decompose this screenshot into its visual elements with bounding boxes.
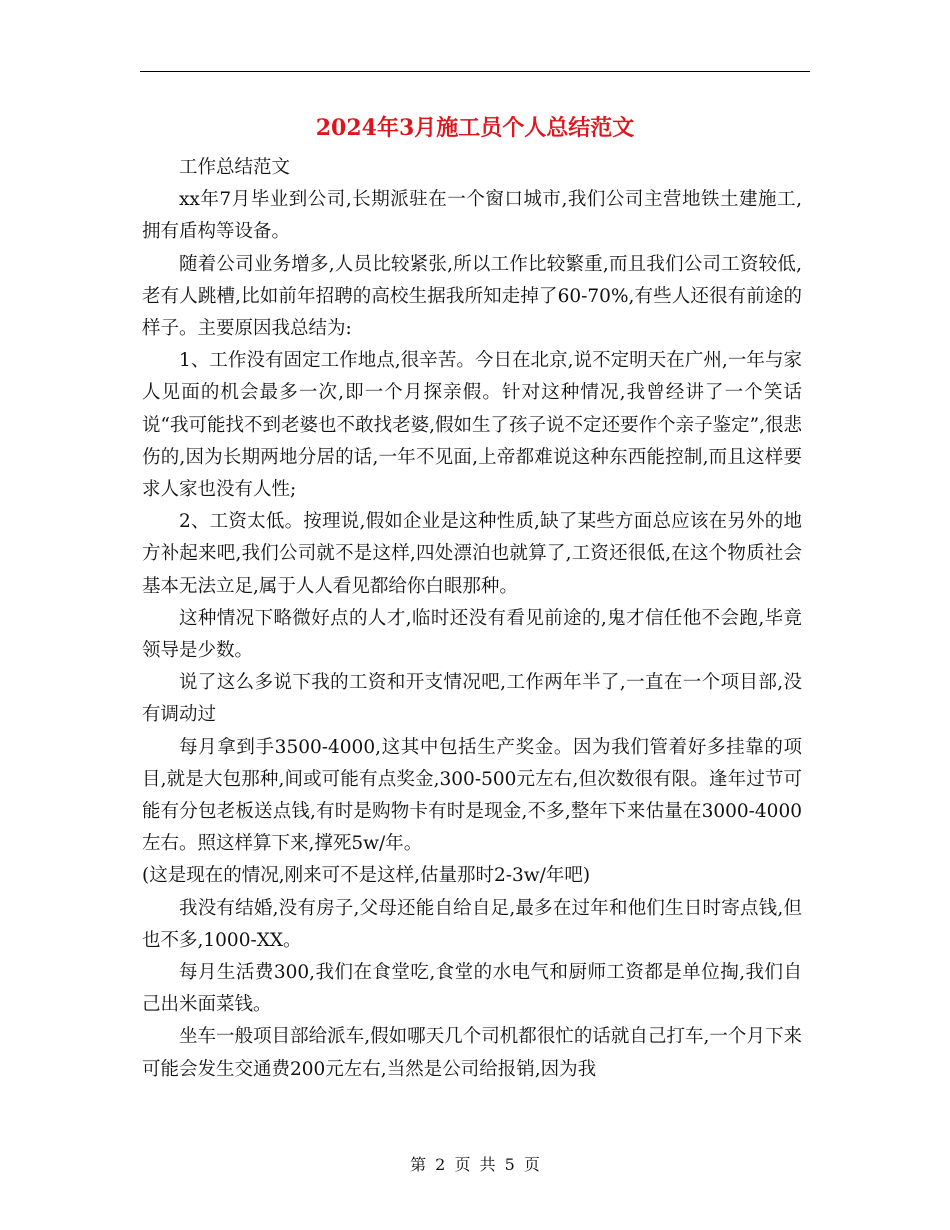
body-paragraph: 每月拿到手3500-4000,这其中包括生产奖金。因为我们管着好多挂靠的项目,就是大包那种,间或可能有点奖金,300-500元左右,但次数很有限。逢年过节可能有分包老板送点钱,有时是购物卡有时是现金,不多,整年下来估量在3000-4000左右。照这样算下来,撑死5w/年。 [142,736,802,855]
body-paragraph-note: (这是现在的情况,刚来可不是这样,估量那时2-3w/年吧) [142,865,591,887]
document-title: 2024年3月施工员个人总结范文 [315,115,635,141]
body-paragraph: 每月生活费300,我们在食堂吃,食堂的水电气和厨师工资都是单位掏,我们自己出米面菜钱。 [142,962,802,1016]
body-paragraph: 坐车一般项目部给派车,假如哪天几个司机都很忙的话就自己打车,一个月下来可能会发生交通费200元左右,当然是公司给报销,因为我 [142,1026,802,1080]
body-paragraph: 我没有结婚,没有房子,父母还能自给自足,最多在过年和他们生日时寄点钱,但也不多,1000-XX。 [142,897,802,951]
body-paragraph: xx年7月毕业到公司,长期派驻在一个窗口城市,我们公司主营地铁土建施工,拥有盾构等设备。 [142,189,802,243]
body-paragraph: 1、工作没有固定工作地点,很辛苦。今日在北京,说不定明天在广州,一年与家人见面的机会最多一次,即一个月探亲假。针对这种情况,我曾经讲了一个笑话说“我可能找不到老婆也不敢找老婆,假如生了孩子说不定还要作个亲子鉴定”,很悲伤的,因为长期两地分居的话,一年不见面,上帝都难说这种东西能控制,而且这样要求人家也没有人性; [142,350,802,501]
body-paragraph: 工作总结范文 [179,157,291,178]
header-rule [140,71,810,72]
page-number: 第 2 页 共 5 页 [410,1155,540,1174]
body-paragraph: 随着公司业务增多,人员比较紧张,所以工作比较繁重,而且我们公司工资较低,老有人跳槽,比如前年招聘的高校生据我所知走掉了60-70%,有些人还很有前途的样子。主要原因我总结为: [142,253,802,340]
document-body [142,152,802,1086]
body-paragraph: 这种情况下略微好点的人才,临时还没有看见前途的,鬼才信任他不会跑,毕竟领导是少数。 [142,607,802,662]
body-paragraph: 2、工资太低。按理说,假如企业是这种性质,缺了某些方面总应该在另外的地方补起来吧,我们公司就不是这样,四处漂泊也就算了,工资还很低,在这个物质社会基本无法立足,属于人人看见都给你白眼那种。 [142,511,802,597]
body-paragraph: 说了这么多说下我的工资和开支情况吧,工作两年半了,一直在一个项目部,没有调动过 [142,672,802,726]
